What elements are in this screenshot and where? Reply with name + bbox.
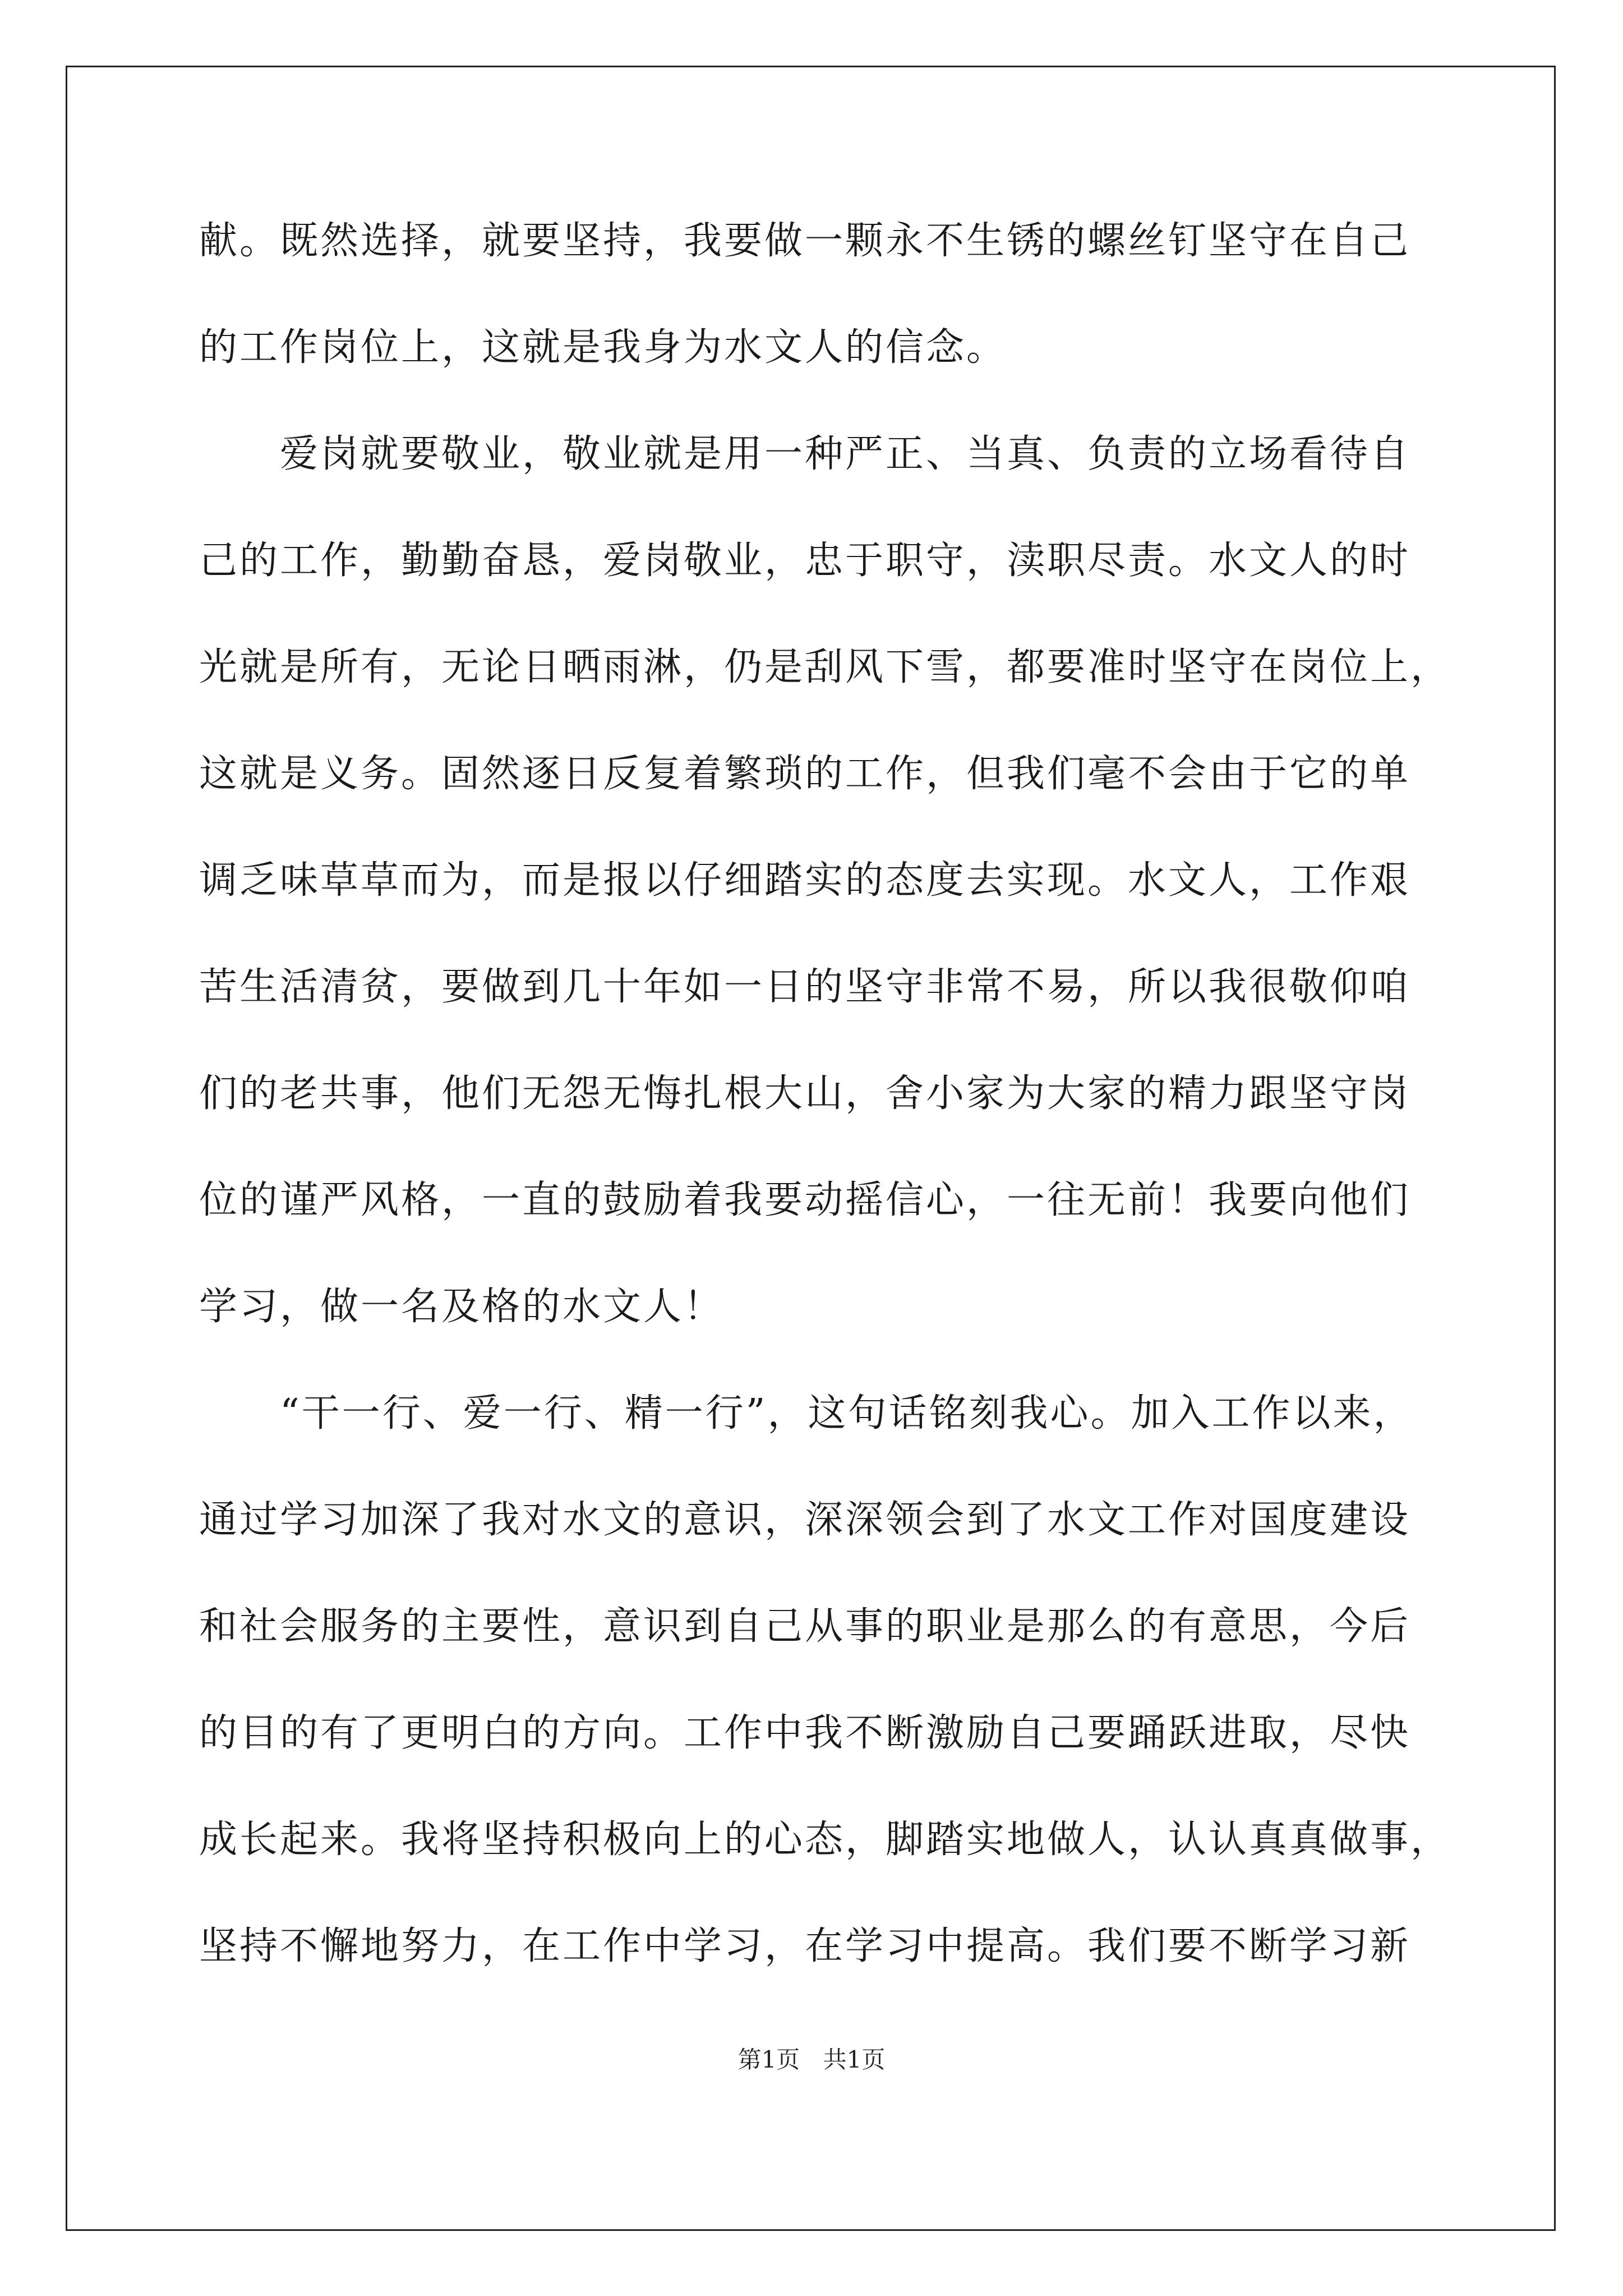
text-line: 成长起来。我将坚持积极向上的心态，脚踏实地做人，认认真真做事， <box>199 1818 1451 1862</box>
text-line: 苦生活清贫，要做到几十年如一日的坚守非常不易，所以我很敬仰咱 <box>199 965 1411 1009</box>
text-line: 位的谨严风格，一直的鼓励着我要动摇信心，一往无前！我要向他们 <box>199 1178 1411 1222</box>
text-line: 光就是所有，无论日晒雨淋，仍是刮风下雪，都要准时坚守在岗位上， <box>199 645 1451 689</box>
text-line: 的工作岗位上，这就是我身为水文人的信念。 <box>199 325 1007 370</box>
text-line: 学习，做一名及格的水文人！ <box>199 1285 725 1329</box>
page-footer <box>0 2043 1623 2077</box>
text-line: 们的老共事，他们无怨无悔扎根大山，舍小家为大家的精力跟坚守岗 <box>199 1071 1411 1116</box>
text-line: 通过学习加深了我对水文的意识，深深领会到了水文工作对国度建设 <box>199 1498 1411 1542</box>
page-total: 共1页 <box>823 2046 886 2073</box>
page-border <box>66 66 1556 2231</box>
text-line: 这就是义务。固然逐日反复着繁琐的工作，但我们毫不会由于它的单 <box>199 752 1411 796</box>
text-line: 己的工作，勤勤奋恳，爱岗敬业，忠于职守，渎职尽责。水文人的时 <box>199 539 1411 583</box>
text-line: 的目的有了更明白的方向。工作中我不断激励自己要踊跃进取，尽快 <box>199 1711 1411 1755</box>
text-line: 爱岗就要敬业，敬业就是用一种严正、当真、负责的立场看待自 <box>199 432 1411 476</box>
text-line: 调乏味草草而为，而是报以仔细踏实的态度去实现。水文人，工作艰 <box>199 858 1411 903</box>
text-line: “干一行、爱一行、精一行”，这句话铭刻我心。加入工作以来， <box>199 1391 1414 1435</box>
text-line: 坚持不懈地努力，在工作中学习，在学习中提高。我们要不断学习新 <box>199 1924 1411 1968</box>
text-line: 献。既然选择，就要坚持，我要做一颗永不生锈的螺丝钉坚守在自己 <box>199 219 1411 263</box>
page-number: 第1页 <box>737 2046 800 2073</box>
text-line: 和社会服务的主要性，意识到自己从事的职业是那么的有意思，今后 <box>199 1604 1411 1649</box>
